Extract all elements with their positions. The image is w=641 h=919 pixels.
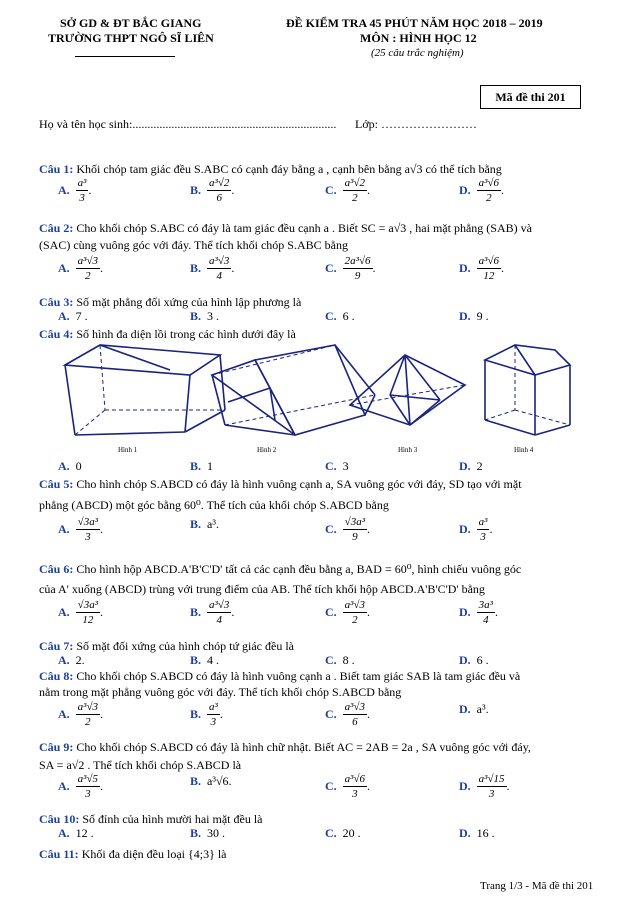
option-label: D. [459, 182, 471, 197]
option-b [190, 826, 225, 841]
option-a [58, 653, 85, 668]
fraction-denominator: 3 [85, 531, 91, 543]
fraction-numerator: 2a³√6 [344, 255, 371, 267]
option-label: A. [58, 653, 70, 667]
question-text: Số mặt đối xứng của hình chóp tứ giác đều là [76, 639, 294, 653]
fraction-numerator: a³√15 [478, 773, 505, 785]
fraction-denominator: 4 [216, 614, 222, 626]
fraction-denominator: 3 [85, 788, 91, 800]
option-value: 16 . [476, 826, 495, 840]
option-label: C. [325, 604, 337, 619]
figure-3 [350, 355, 465, 425]
fraction-denominator: 2 [486, 192, 492, 204]
fraction-numerator: a³ [77, 177, 87, 189]
option-label: A. [58, 778, 70, 793]
figure-caption-3: Hình 3 [398, 446, 418, 454]
question-text: Số đỉnh của hình mười hai mặt đều là [82, 812, 263, 826]
question-text: Cho khối chóp S.ABCD có đáy là hình vuông cạnh a . Biết tam giác SAB là tam giác đều và [76, 669, 521, 683]
question-label: Câu 2: [39, 221, 74, 235]
option-label: D. [459, 309, 471, 323]
option-c: C. $\frac{\text{a³√2}}{2}$ . [325, 177, 371, 204]
school-underline [75, 56, 175, 57]
option-d [459, 702, 489, 717]
option-label: D. [459, 778, 471, 793]
fraction-numerator: √3a³ [344, 516, 366, 528]
option-value: 3 [342, 459, 349, 473]
figure-4 [485, 345, 570, 435]
fraction-denominator: 9 [354, 270, 361, 282]
option-fraction [477, 517, 490, 543]
option-label: D. [459, 521, 471, 536]
fraction-numerator: a³√3 [344, 701, 366, 713]
option-d: D. $\frac{\text{a³√15}}{3}$ . [459, 773, 510, 800]
option-label: A. [58, 521, 70, 536]
option-fraction [76, 256, 100, 282]
fraction-denominator: 12 [82, 614, 94, 626]
dept-name: SỞ GD & ĐT BẮC GIANG [60, 16, 202, 30]
option-b: B. $\frac{\text{a³√3}}{4}$ . [190, 599, 235, 626]
page-footer: Trang 1/3 - Mã đề thi 201 [480, 880, 594, 892]
option-label: B. [190, 604, 202, 619]
option-fraction [477, 178, 501, 204]
question-2-line2: (SAC) cùng vuông góc với đáy. Thể tích khối chóp S.ABC bằng [39, 238, 348, 252]
option-label: A. [58, 260, 70, 275]
option-value: 6 . [342, 309, 355, 323]
option-label: B. [190, 774, 202, 788]
option-a: A. $\frac{\text{a³}}{3}$ . [58, 177, 92, 204]
option-fraction [76, 702, 100, 728]
option-fraction [477, 256, 501, 282]
question-6 [39, 562, 521, 577]
option-value: a³√6. [207, 774, 232, 788]
option-value: 2. [75, 653, 85, 667]
option-label: B. [190, 653, 202, 667]
option-a [58, 826, 94, 841]
option-value: 6 . [476, 653, 489, 667]
option-b: B. $\frac{\text{a³}}{3}$ . [190, 701, 223, 728]
question-10 [39, 812, 263, 827]
option-d [459, 653, 489, 668]
fraction-denominator: 2 [352, 192, 358, 204]
option-label: D. [459, 702, 471, 716]
fraction-numerator: a³ [209, 701, 218, 713]
option-label: D. [459, 459, 471, 473]
figure-2 [212, 345, 375, 435]
option-label: C. [325, 309, 337, 323]
fraction-numerator: a³√6 [478, 177, 500, 189]
fraction-denominator: 12 [483, 270, 495, 282]
option-label: A. [58, 604, 70, 619]
question-text: Cho khối chóp S.ABCD có đáy là hình chữ nhật. Biết AC = 2AB = 2a , SA vuông góc với đáy, [76, 740, 531, 754]
option-d: D. $\frac{\text{a³}}{3}$ . [459, 516, 493, 543]
question-2 [39, 221, 532, 236]
fraction-numerator: a³√2 [344, 177, 366, 189]
fraction-denominator: 2 [85, 716, 91, 728]
question-label: Câu 7: [39, 639, 74, 653]
question-text: Cho khối chóp S.ABC có đáy là tam giác đều cạnh a . Biết SC = a√3 , hai mặt phẳng (SAB) và [76, 221, 532, 235]
option-a: A. $\frac{\text{a³√3}}{2}$ . [58, 701, 104, 728]
fraction-denominator: 4 [483, 614, 489, 626]
option-label: C. [325, 521, 337, 536]
question-text: Khối đa diện đều loại {4;3} là [81, 847, 227, 861]
fraction-numerator: 3a³ [478, 599, 493, 611]
question-9-line2: SA = a√2 . Thể tích khối chóp S.ABCD là [39, 758, 242, 772]
option-b [190, 653, 219, 668]
option-fraction [477, 600, 495, 626]
option-b [190, 517, 219, 532]
option-value: 12 . [75, 826, 94, 840]
option-value: 2 [476, 459, 483, 473]
option-c: C. $\frac{\text{a³√6}}{3}$ . [325, 773, 371, 800]
option-c: C. $\frac{\text{a³√3}}{6}$ . [325, 701, 371, 728]
fraction-denominator: 6 [352, 716, 358, 728]
option-label: B. [190, 826, 202, 840]
fraction-numerator: a³√3 [77, 701, 99, 713]
fraction-denominator: 3 [480, 531, 486, 543]
question-8 [39, 669, 520, 684]
question-5-line2: phẳng (ABCD) một góc bằng 60⁰. Thể tích của khối chóp S.ABCD bằng [39, 498, 389, 512]
option-value: 7 . [75, 309, 88, 323]
option-label: C. [325, 182, 337, 197]
option-d: D. $\frac{\text{a³√6}}{12}$ . [459, 255, 505, 282]
option-c [325, 309, 355, 324]
question-text: Số mặt phẳng đối xứng của hình lập phương là [76, 295, 302, 309]
figure-caption-2: Hình 2 [257, 446, 277, 454]
option-fraction [343, 517, 367, 543]
question-7 [39, 639, 294, 654]
option-value: a³. [476, 702, 489, 716]
option-value: 0 [75, 459, 82, 473]
option-label: B. [190, 459, 202, 473]
option-value: 1 [207, 459, 214, 473]
option-b [190, 459, 213, 474]
option-d [459, 826, 495, 841]
fraction-denominator: 3 [79, 192, 85, 204]
option-fraction [343, 774, 367, 800]
fraction-numerator: a³√3 [209, 599, 230, 611]
option-fraction [343, 178, 367, 204]
option-d [459, 309, 489, 324]
option-b: B. $\frac{\text{a³√2}}{6}$ . [190, 177, 235, 204]
option-fraction [76, 774, 100, 800]
option-label: A. [58, 826, 70, 840]
option-c [325, 653, 355, 668]
option-a: A. $\frac{\text{a³√5}}{3}$ . [58, 773, 104, 800]
question-text: Khối chóp tam giác đều S.ABC có cạnh đáy bằng a , cạnh bên bằng a√3 có thể tích bằng [76, 162, 502, 176]
option-label: D. [459, 653, 471, 667]
question-3 [39, 295, 301, 310]
exam-note: (25 câu trắc nghiệm) [371, 47, 464, 59]
option-value: 4 . [207, 653, 220, 667]
school-name: TRƯỜNG THPT NGÔ SĨ LIÊN [48, 31, 214, 45]
option-label: A. [58, 309, 70, 323]
question-11 [39, 847, 227, 862]
option-d: D. $\frac{\text{3a³}}{4}$ . [459, 599, 498, 626]
option-label: B. [190, 309, 202, 323]
option-fraction [207, 600, 231, 626]
option-label: C. [325, 706, 337, 721]
option-b: B. $\frac{\text{a³√3}}{4}$ . [190, 255, 235, 282]
fraction-numerator: a³√6 [344, 773, 366, 785]
figure-caption-4: Hình 4 [514, 446, 534, 454]
option-a [58, 309, 88, 324]
option-fraction [207, 702, 220, 728]
option-a: A. $\frac{\text{√3a³}}{3}$ . [58, 516, 104, 543]
question-label: Câu 10: [39, 812, 80, 826]
option-fraction [76, 517, 100, 543]
option-label: C. [325, 459, 337, 473]
exam-code-box: Mã đề thi 201 [480, 85, 581, 109]
fraction-numerator: a³√3 [209, 255, 230, 267]
option-label: C. [325, 653, 337, 667]
option-d: D. $\frac{\text{a³√6}}{2}$ . [459, 177, 505, 204]
fraction-numerator: √3a³ [77, 599, 99, 611]
option-d [459, 459, 483, 474]
option-value: 30 . [207, 826, 226, 840]
question-label: Câu 8: [39, 669, 74, 683]
fraction-numerator: a³√3 [344, 599, 366, 611]
option-c: C. $\frac{\text{2a³√6}}{9}$ . [325, 255, 376, 282]
fraction-denominator: 2 [85, 270, 91, 282]
option-label: D. [459, 260, 471, 275]
fraction-numerator: a³√6 [478, 255, 500, 267]
subject-title: MÔN : HÌNH HỌC 12 [360, 31, 477, 45]
question-label: Câu 3: [39, 295, 74, 309]
option-fraction [343, 256, 373, 282]
student-class-line: Lớp: …………………… [355, 117, 478, 131]
option-label: D. [459, 604, 471, 619]
option-label: C. [325, 778, 337, 793]
question-8-line2: nằm trong mặt phẳng vuông góc với đáy. Thể tích khối chóp S.ABCD bằng [39, 685, 402, 699]
option-c [325, 459, 349, 474]
question-label: Câu 4: [39, 327, 74, 341]
question-label: Câu 9: [39, 740, 74, 754]
question-text: Cho hình hộp ABCD.A'B'C'D' tất cả các cạnh đều bằng a, BAD = 60⁰, hình chiếu vuông góc [76, 562, 522, 576]
fraction-denominator: 3 [210, 716, 217, 728]
option-label: D. [459, 826, 471, 840]
option-label: C. [325, 260, 337, 275]
option-label: B. [190, 260, 202, 275]
option-label: A. [58, 459, 70, 473]
fraction-denominator: 4 [216, 270, 222, 282]
option-label: B. [190, 517, 202, 531]
fraction-denominator: 3 [488, 788, 495, 800]
option-value: a³. [207, 517, 219, 531]
exam-title: ĐỀ KIỂM TRA 45 PHÚT NĂM HỌC 2018 – 2019 [286, 16, 543, 30]
option-value: 3 . [207, 309, 220, 323]
fraction-numerator: a³ [478, 516, 488, 528]
option-c: C. $\frac{\text{√3a³}}{9}$ . [325, 516, 371, 543]
option-label: A. [58, 706, 70, 721]
option-b [190, 774, 232, 789]
question-text: Cho hình chóp S.ABCD có đáy là hình vuông cạnh a, SA vuông góc với đáy, SD tạo với mặt [76, 477, 522, 491]
student-name-line: Họ và tên học sinh:.................................................................... [39, 117, 337, 131]
option-label: A. [58, 182, 70, 197]
question-6-line2: của A' xuống (ABCD) trùng với trung điểm của AB. Thể tích khối hộp ABCD.A'B'C'D' bằng [39, 582, 485, 596]
question-label: Câu 5: [39, 477, 74, 491]
option-a [58, 459, 82, 474]
fraction-numerator: √3a³ [77, 516, 99, 528]
option-a: A. $\frac{\text{√3a³}}{12}$ . [58, 599, 104, 626]
option-fraction [477, 774, 507, 800]
question-label: Câu 6: [39, 562, 74, 576]
figure-1 [65, 345, 225, 435]
figure-caption-1: Hình 1 [118, 446, 138, 454]
option-value: 8 . [342, 653, 355, 667]
option-label: B. [190, 706, 202, 721]
option-value: 20 . [342, 826, 361, 840]
polyhedra-figures [60, 340, 590, 445]
option-label: B. [190, 182, 202, 197]
option-fraction [207, 178, 231, 204]
option-c [325, 826, 361, 841]
option-fraction [343, 702, 367, 728]
question-9 [39, 740, 531, 755]
question-5 [39, 477, 522, 492]
option-fraction [76, 178, 89, 204]
question-label: Câu 1: [39, 162, 74, 176]
option-fraction [76, 600, 100, 626]
option-c: C. $\frac{\text{a³√3}}{2}$ . [325, 599, 371, 626]
question-text: Số hình đa diện lồi trong các hình dưới đây là [76, 327, 296, 341]
fraction-denominator: 9 [352, 531, 358, 543]
option-fraction [207, 256, 231, 282]
fraction-denominator: 2 [352, 614, 358, 626]
fraction-numerator: a³√2 [209, 177, 230, 189]
fraction-numerator: a³√5 [77, 773, 99, 785]
question-label: Câu 11: [39, 847, 79, 861]
fraction-numerator: a³√3 [77, 255, 99, 267]
option-b [190, 309, 219, 324]
fraction-denominator: 3 [352, 788, 358, 800]
option-value: 9 . [476, 309, 489, 323]
fraction-denominator: 6 [216, 192, 222, 204]
question-1 [39, 162, 502, 177]
option-fraction [343, 600, 367, 626]
option-label: C. [325, 826, 337, 840]
option-a: A. $\frac{\text{a³√3}}{2}$ . [58, 255, 104, 282]
